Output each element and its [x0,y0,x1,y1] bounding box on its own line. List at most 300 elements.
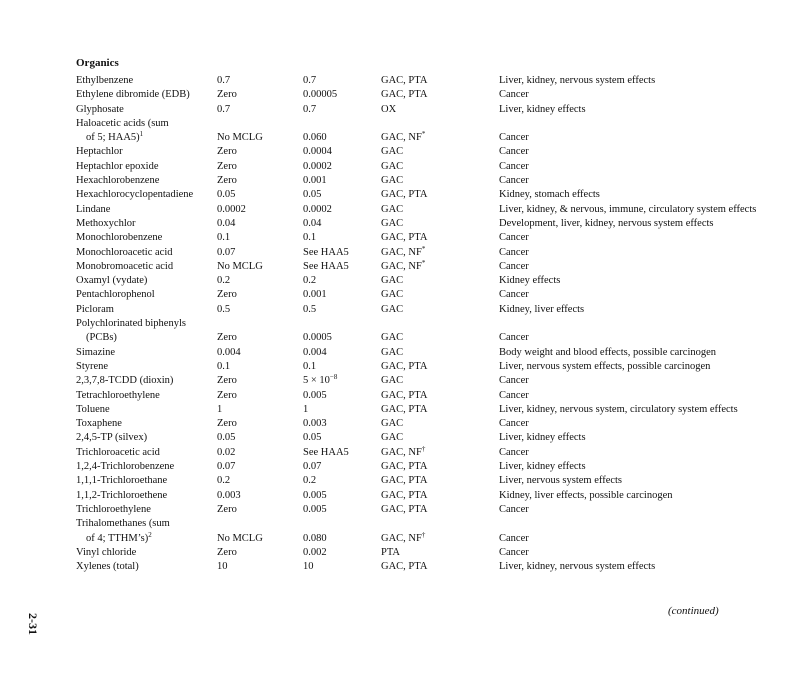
treatment-text: GAC [381,375,404,387]
mcl-text: 0.5 [303,303,317,315]
mclg-cell [217,203,303,217]
organics-table-body [76,74,769,574]
mclg-cell [217,188,303,202]
contaminant-name-text: Hexachlorobenzene [76,175,160,187]
mclg-cell [217,246,303,260]
mclg-text: 0.2 [217,275,231,287]
mcl-cell [303,203,381,217]
health-effects-cell [499,131,769,145]
mcl-cell [303,460,381,474]
mclg-cell [217,231,303,245]
contaminant-name-cell [76,474,217,488]
contaminant-name-cell [76,246,217,260]
treatment-cell [381,117,499,131]
health-effects-cell [499,274,769,288]
health-effects-text: Cancer [499,246,529,258]
mcl-cell [303,131,381,145]
mcl-text: 0.002 [303,546,327,558]
mcl-cell [303,374,381,388]
contaminant-name-cell [76,431,217,445]
contaminant-name-text: of 4; TTHM’s) [86,532,149,544]
mcl-cell [303,217,381,231]
mcl-text: 0.05 [303,189,322,201]
treatment-cell [381,503,499,517]
mclg-cell [217,474,303,488]
health-effects-text: Cancer [499,260,529,272]
health-effects-cell [499,431,769,445]
mcl-text: 0.0005 [303,332,332,344]
table-row [76,403,769,417]
mcl-cell [303,74,381,88]
health-effects-cell [499,317,769,331]
treatment-text: GAC, NF [381,446,422,458]
page-number: 2-31 [26,613,40,635]
health-effects-text: Cancer [499,332,529,344]
health-effects-text: Cancer [499,446,529,458]
table-row [76,217,769,231]
treatment-cell [381,274,499,288]
mcl-cell [303,389,381,403]
mcl-text: See HAA5 [303,260,349,272]
table-row [76,360,769,374]
contaminant-name-cell [76,517,217,531]
treatment-cell [381,546,499,560]
contaminant-name-text: Toluene [76,403,110,415]
mcl-cell [303,474,381,488]
health-effects-cell [499,546,769,560]
mclg-text: Zero [217,332,237,344]
contaminant-name-text: Oxamyl (vydate) [76,275,148,287]
contaminant-name-cell [76,217,217,231]
mcl-cell [303,103,381,117]
mcl-text: 0.080 [303,532,327,544]
health-effects-text: Kidney, stomach effects [499,189,600,201]
treatment-text: GAC [381,146,404,158]
treatment-cell [381,417,499,431]
health-effects-cell [499,489,769,503]
mclg-text: Zero [217,175,237,187]
contaminant-name-cell [76,374,217,388]
mclg-text: Zero [217,546,237,558]
contaminant-name-cell [76,288,217,302]
contaminant-name-cell [76,303,217,317]
health-effects-text: Cancer [499,289,529,301]
treatment-cell [381,188,499,202]
table-row [76,532,769,546]
mclg-text: 0.5 [217,303,231,315]
mclg-cell [217,274,303,288]
mcl-cell [303,274,381,288]
contaminant-name-cell [76,274,217,288]
mcl-cell [303,446,381,460]
treatment-text: GAC, PTA [381,189,428,201]
contaminant-name-text: Lindane [76,203,111,215]
contaminant-name-text: Vinyl chloride [76,546,137,558]
treatment-text: GAC, PTA [381,389,428,401]
mcl-cell [303,160,381,174]
health-effects-text: Cancer [499,175,529,187]
health-effects-text: Kidney effects [499,275,561,287]
treatment-cell [381,489,499,503]
continued-label: (continued) [668,605,719,617]
contaminant-name-cell [76,532,217,546]
health-effects-text: Liver, kidney effects [499,432,586,444]
treatment-cell [381,331,499,345]
mcl-cell [303,431,381,445]
health-effects-cell [499,260,769,274]
contaminant-name-text: Ethylene dibromide (EDB) [76,89,190,101]
treatment-text: GAC, PTA [381,475,428,487]
contaminant-name-text: Trichloroacetic acid [76,446,160,458]
mcl-text: 0.1 [303,360,317,372]
health-effects-text: Liver, nervous system effects [499,475,623,487]
table-row [76,274,769,288]
contaminant-name-text: Toxaphene [76,418,122,430]
mcl-cell [303,403,381,417]
health-effects-text: Liver, kidney, nervous system, circulatory system effects [499,403,738,415]
health-effects-text: Cancer [499,503,529,515]
treatment-text: GAC [381,217,404,229]
mcl-text: 0.0002 [303,160,332,172]
contaminant-name-text: Glyphosate [76,103,124,115]
treatment-text: GAC [381,303,404,315]
mclg-text: 1 [217,403,223,415]
mcl-text: 0.001 [303,289,327,301]
health-effects-cell [499,360,769,374]
contaminant-name-cell [76,403,217,417]
treatment-cell [381,203,499,217]
mclg-text: No MCLG [217,532,263,544]
mcl-text: 1 [303,403,309,415]
contaminant-name-text: Heptachlor epoxide [76,160,159,172]
table-row [76,460,769,474]
contaminant-name-cell [76,231,217,245]
contaminant-name-cell [76,346,217,360]
health-effects-text: Liver, kidney effects [499,103,586,115]
mclg-text: No MCLG [217,132,263,144]
mcl-cell [303,188,381,202]
health-effects-cell [499,160,769,174]
treatment-cell [381,103,499,117]
contaminant-name-cell [76,546,217,560]
treatment-text: GAC [381,275,404,287]
mclg-cell [217,446,303,460]
mcl-text: See HAA5 [303,446,349,458]
treatment-text: GAC [381,346,404,358]
mclg-cell [217,131,303,145]
treatment-cell [381,88,499,102]
treatment-text: GAC [381,418,404,430]
footnote-marker: * [421,258,426,267]
mcl-text: 0.07 [303,461,322,473]
treatment-text: GAC, PTA [381,461,428,473]
contaminant-name-cell [76,131,217,145]
treatment-cell [381,231,499,245]
mcl-text: 0.0002 [303,203,332,215]
mclg-text: 0.1 [217,232,231,244]
table-row [76,346,769,360]
mclg-cell [217,532,303,546]
contaminant-name-text: 1,2,4-Trichlorobenzene [76,461,175,473]
table-row [76,131,769,145]
treatment-cell [381,360,499,374]
health-effects-text: Kidney, liver effects [499,303,585,315]
mclg-cell [217,374,303,388]
mclg-cell [217,360,303,374]
health-effects-cell [499,88,769,102]
mclg-cell [217,317,303,331]
table-row [76,288,769,302]
contaminant-name-text: 1,1,1-Trichloroethane [76,475,168,487]
health-effects-cell [499,117,769,131]
mclg-cell [217,546,303,560]
mcl-cell [303,489,381,503]
mclg-cell [217,331,303,345]
contaminant-name-text: Simazine [76,346,116,358]
treatment-text: GAC [381,203,404,215]
mcl-text: 0.2 [303,475,317,487]
contaminant-name-text: Polychlorinated biphenyls [76,318,186,330]
mclg-cell [217,217,303,231]
health-effects-text: Cancer [499,532,529,544]
treatment-cell [381,346,499,360]
mcl-cell [303,246,381,260]
mcl-cell [303,517,381,531]
treatment-text: GAC, NF [381,132,422,144]
contaminant-name-cell [76,360,217,374]
mcl-cell [303,532,381,546]
treatment-cell [381,403,499,417]
contaminant-name-cell [76,145,217,159]
contaminant-name-text: Heptachlor [76,146,123,158]
mcl-cell [303,546,381,560]
table-row [76,474,769,488]
table-row [76,203,769,217]
health-effects-cell [499,346,769,360]
mclg-text: 0.05 [217,432,236,444]
health-effects-text: Cancer [499,89,529,101]
contaminant-name-text: Trihalomethanes (sum [76,518,170,530]
treatment-text: GAC, NF [381,260,422,272]
health-effects-text: Cancer [499,160,529,172]
contaminant-name-cell [76,503,217,517]
treatment-cell [381,446,499,460]
treatment-text: GAC, PTA [381,503,428,515]
footnote-marker: 1 [139,130,144,139]
treatment-cell [381,517,499,531]
table-row [76,417,769,431]
treatment-text: GAC, PTA [381,232,428,244]
health-effects-text: Liver, kidney, nervous system effects [499,561,656,573]
contaminant-name-text: Picloram [76,303,114,315]
treatment-text: GAC, PTA [381,360,428,372]
health-effects-cell [499,474,769,488]
health-effects-cell [499,103,769,117]
mclg-text: 0.1 [217,360,231,372]
mcl-text: 0.060 [303,132,327,144]
table-row [76,260,769,274]
mcl-text: 0.005 [303,489,327,501]
mcl-cell [303,360,381,374]
treatment-cell [381,474,499,488]
mcl-cell [303,288,381,302]
mclg-cell [217,560,303,574]
mclg-text: Zero [217,389,237,401]
mclg-text: Zero [217,289,237,301]
mclg-cell [217,460,303,474]
mcl-text: 0.05 [303,432,322,444]
contaminant-name-cell [76,103,217,117]
treatment-cell [381,532,499,546]
mcl-cell [303,145,381,159]
mclg-cell [217,174,303,188]
treatment-text: GAC [381,289,404,301]
mclg-cell [217,117,303,131]
footnote-marker: † [421,444,426,453]
health-effects-text: Cancer [499,389,529,401]
mclg-text: Zero [217,89,237,101]
footnote-marker: * [421,244,426,253]
mcl-cell [303,503,381,517]
treatment-text: GAC, PTA [381,403,428,415]
footnote-marker: 2 [148,530,152,539]
treatment-cell [381,460,499,474]
health-effects-text: Cancer [499,232,529,244]
mclg-text: Zero [217,146,237,158]
contaminant-name-text: Xylenes (total) [76,561,139,573]
health-effects-cell [499,503,769,517]
mclg-text: Zero [217,418,237,430]
treatment-cell [381,303,499,317]
health-effects-cell [499,145,769,159]
contaminant-name-cell [76,88,217,102]
treatment-text: GAC, NF [381,246,422,258]
table-row [76,431,769,445]
mclg-cell [217,403,303,417]
mcl-cell [303,174,381,188]
mcl-text: 0.2 [303,275,317,287]
mclg-text: 0.07 [217,246,236,258]
treatment-text: GAC [381,160,404,172]
mclg-cell [217,88,303,102]
table-row [76,374,769,388]
mcl-text: 0.003 [303,418,327,430]
treatment-cell [381,246,499,260]
health-effects-cell [499,460,769,474]
footnote-marker: −8 [329,373,338,382]
mclg-text: 10 [217,561,228,573]
health-effects-cell [499,389,769,403]
mclg-text: No MCLG [217,260,263,272]
mclg-text: 0.0002 [217,203,246,215]
health-effects-text: Cancer [499,146,529,158]
mclg-text: 0.004 [217,346,241,358]
health-effects-cell [499,446,769,460]
treatment-cell [381,131,499,145]
mcl-text: 0.7 [303,75,317,86]
contaminant-name-text: 2,4,5-TP (silvex) [76,432,148,444]
contaminant-name-text: Ethylbenzene [76,75,134,86]
table-row [76,231,769,245]
mclg-text: Zero [217,375,237,387]
table-row [76,489,769,503]
treatment-cell [381,374,499,388]
table-row [76,446,769,460]
health-effects-text: Cancer [499,418,529,430]
health-effects-cell [499,303,769,317]
treatment-cell [381,260,499,274]
mclg-text: 0.02 [217,446,236,458]
health-effects-text: Development, liver, kidney, nervous system effects [499,217,714,229]
contaminant-name-cell [76,74,217,88]
footnote-marker: † [421,530,426,539]
mcl-text: See HAA5 [303,246,349,258]
mcl-cell [303,417,381,431]
treatment-cell [381,431,499,445]
treatment-text: GAC, PTA [381,561,428,573]
health-effects-text: Liver, nervous system effects, possible carcinogen [499,360,711,372]
table-row [76,188,769,202]
table-row [76,503,769,517]
table-row [76,560,769,574]
health-effects-text: Liver, kidney, & nervous, immune, circulatory system effects [499,203,757,215]
mclg-cell [217,417,303,431]
health-effects-cell [499,74,769,88]
mcl-cell [303,331,381,345]
mcl-text: 0.0004 [303,146,332,158]
contaminant-name-text: Tetrachloroethylene [76,389,160,401]
table-row [76,160,769,174]
treatment-cell [381,74,499,88]
contaminant-name-text: Methoxychlor [76,217,136,229]
health-effects-cell [499,532,769,546]
contaminant-name-cell [76,174,217,188]
mclg-cell [217,431,303,445]
mcl-text: 0.005 [303,389,327,401]
contaminant-name-text: Monochloroacetic acid [76,246,173,258]
health-effects-cell [499,331,769,345]
table-row [76,546,769,560]
contaminant-name-text: Monochlorobenzene [76,232,163,244]
contaminant-name-text: Haloacetic acids (sum [76,117,169,129]
mcl-cell [303,303,381,317]
health-effects-cell [499,417,769,431]
contaminant-name-text: 2,3,7,8-TCDD (dioxin) [76,375,174,387]
section-title: Organics [76,57,119,69]
health-effects-cell [499,560,769,574]
contaminant-name-cell [76,160,217,174]
health-effects-cell [499,231,769,245]
mclg-text: 0.05 [217,189,236,201]
contaminant-name-cell [76,117,217,131]
contaminant-name-text: 1,1,2-Trichloroethene [76,489,168,501]
mclg-text: 0.04 [217,217,236,229]
mclg-cell [217,346,303,360]
table-row [76,103,769,117]
mclg-text: 0.2 [217,475,231,487]
mclg-cell [217,160,303,174]
mclg-cell [217,288,303,302]
mcl-text: 0.04 [303,217,322,229]
mclg-text: 0.7 [217,103,231,115]
mclg-cell [217,489,303,503]
contaminant-name-cell [76,489,217,503]
contaminant-name-cell [76,417,217,431]
mclg-cell [217,260,303,274]
mcl-cell [303,88,381,102]
contaminant-name-cell [76,203,217,217]
mcl-text: 5 × 10 [303,375,330,387]
